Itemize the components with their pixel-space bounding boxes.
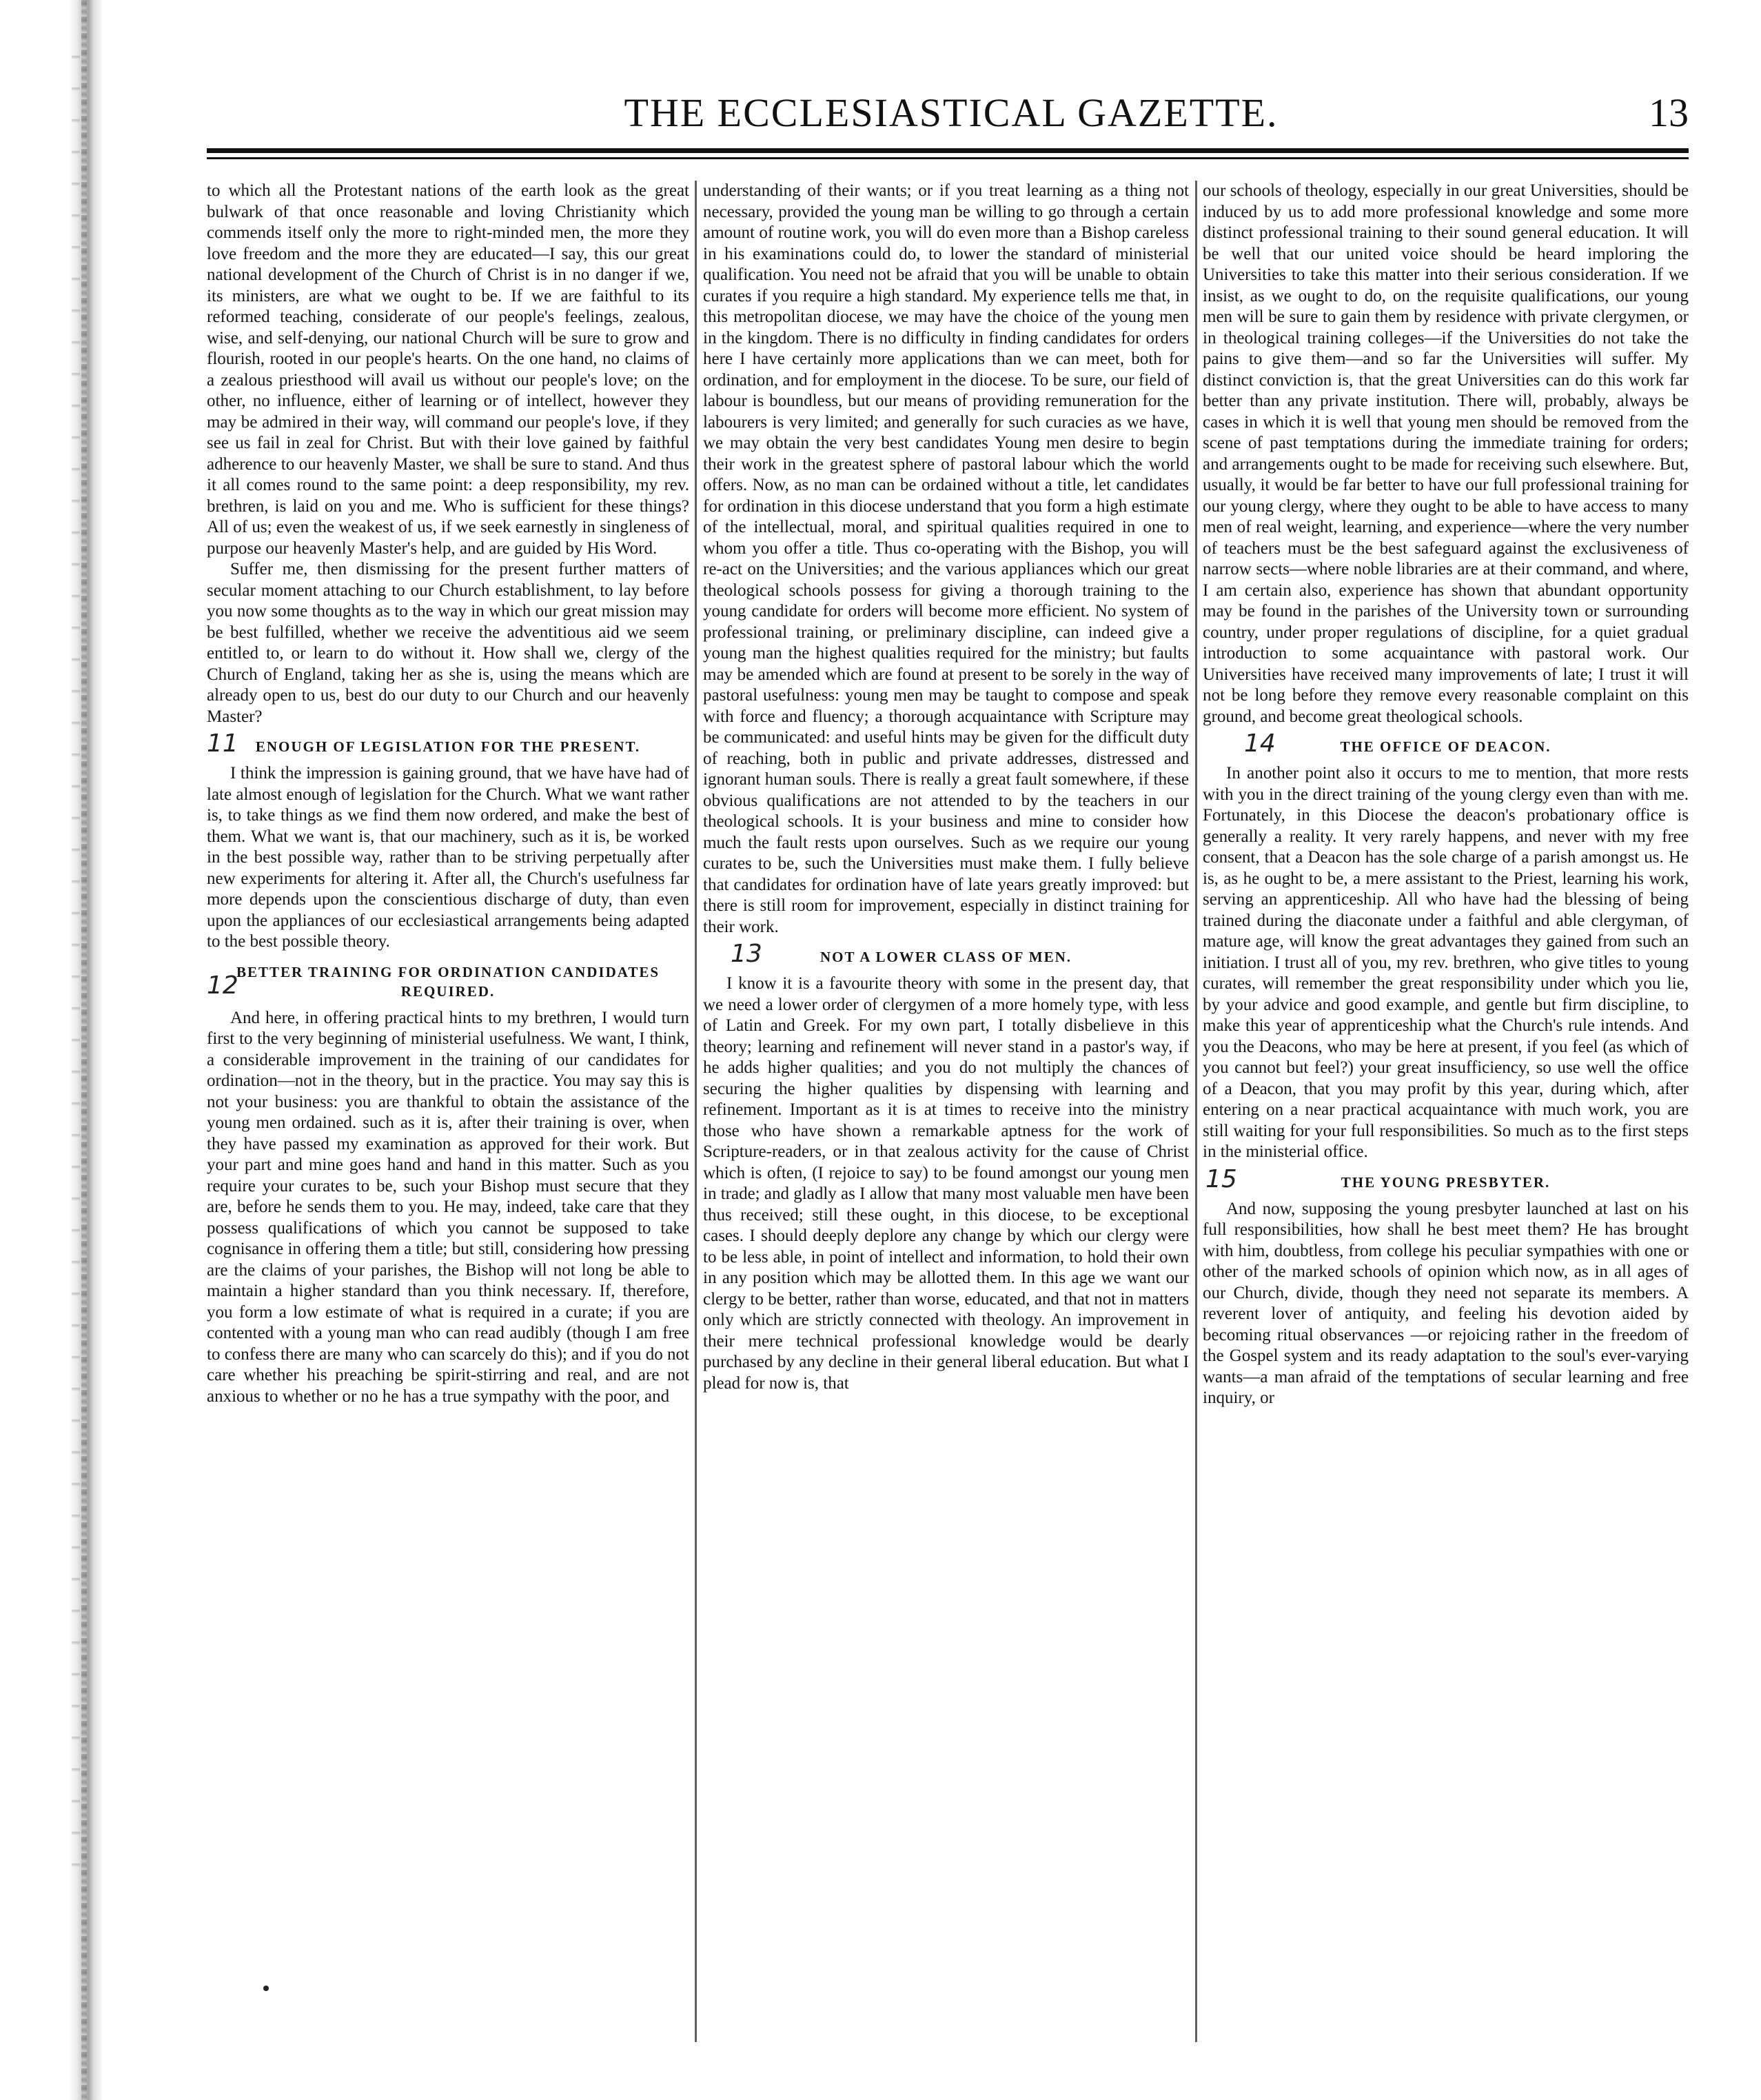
paragraph: understanding of their wants; or if you treat learning as a thing not necessary, provided the young man be willing to go through a certain amount of routine work, you will do even more than a Bishop careless in his examinations could do, to lower the standard of ministerial qualification. You need not be afraid that you will be unable to obtain curates if you require a high standard. My experience tells me that, in this metropolitan diocese, we may have the choice of the young men in the kingdom. There is no difficulty in finding candidates for orders here I have certainly more applications than we can meet, both for ordination, and for employment in the diocese. To be sure, our field of labour is boundless, but our means of providing remuneration for the labourers is very limited; and generally for such curacies as we have, we may obtain the very best candidates Young men desire to begin their work in the greatest sphere of pastoral labour which the world offers. Now, as no man can be ordained without a title, let candidates for ordination in this diocese understand that you form a high estimate of the intellectual, moral, and spiritual qualities required in one to whom you offer a title. Thus co-operating with the Bishop, you will re-act on the Universities; and the various appliances which our great theological schools possess for giving a thorough training to the young candidate for orders will become more efficient. No system of professional training, or preliminary discipline, can indeed give a young man the highest qualities required for the ministry; but faults may be amended which are found at present to be sorely in the way of pastoral usefulness: young men may be taught to compose and speak with force and fluency; a thorough acquaintance with Scripture may be communicated: and useful hints may be given for the difficult duty of reaching, both in public and private addresses, distressed and ignorant human souls. There is really a great fault somewhere, if these obvious qualifications are not attended to by the teachers in our theological schools. It is your business and mine to consider how much the fault rests upon ourselves. Such as we require our young curates to be, such the Universities must make them. I fully believe that candidates for ordination have of late years greatly improved: but there is still room for improvement, especially in distinct training for their work. (703, 181, 1189, 936)
header-rule-thin (207, 157, 1689, 159)
paragraph: I know it is a favourite theory with some in the present day, that we need a lower order of clergymen of a more homely type, with less of Latin and Greek. For my own part, I totally disbelieve in this theory; learning and refinement will never stand in a pastor's way, if he adds higher qualities; and you do not multiply the chances of securing the higher qualities by dispensing with learning and refinement. Important as it is at times to receive into the ministry those who have shown a remarkable aptness for the work of Scripture-readers, or in that zealous activity for the cause of Christ which is often, (I rejoice to say) to be found amongst our young men in trade; and gladly as I allow that many most valuable men have been thus received; still these ought, in this diocese, to be exceptional cases. I should deeply deplore any change by which our clergy were to be less able, in point of intellect and information, to hold their own in any position which may be allotted them. In this age we want our clergy to be better, rather than worse, educated, and that not in matters only which are strictly connected with theology. An improvement in their mere technical professional knowledge would be dearly purchased by any decline in their general liberal education. But what I plead for now is, that (703, 974, 1189, 1393)
ink-dot (263, 1986, 269, 1991)
page-number: 13 (1649, 90, 1689, 135)
handwritten-section-number: 11 (207, 729, 238, 758)
section-heading-text: THE YOUNG PRESBYTER. (1341, 1173, 1551, 1191)
paragraph: And now, supposing the young presbyter launched at last on his full responsibilities, how shall he best meet them? He has brought with him, doubtless, from college his peculiar sympathies with one or other of the marked schools of opinion which now, as in all ages of our Church, divide, though they need not separate its members. A reverent lover of antiquity, and feeling his devotion aided by becoming ritual observances —or rejoicing rather in the freedom of the Gospel system and its ready adaptation to the soul's ever-varying wants—a man afraid of the temptations of secular learning and free inquiry, or (1203, 1199, 1689, 1407)
paragraph: Suffer me, then dismissing for the present further matters of secular moment attaching to our Church establishment, to lay before you now some thoughts as to the way in which our great mission may be best fulfilled, whether we receive the adventitious aid we seem entitled to, or learn to do without it. How shall we, clergy of the Church of England, taking her as she is, using the means which are already open to us, best do our duty to our Church and our heavenly Master? (207, 560, 689, 726)
section-heading-text: THE OFFICE OF DEACON. (1340, 738, 1551, 755)
section-heading (703, 940, 1189, 968)
section-heading (1203, 1164, 1689, 1193)
paragraph: I think the impression is gaining ground, that we have have had of late almost enough of legislation for the Church. What we want rather is, to take things as we find them now ordered, and make the best of them. What we want is, that our machinery, such as it is, be worked in the best possible way, rather than to be striving perpetually after new experiments for altering it. After all, the Church's usefulness far more depends upon the conscientious discharge of duty, than even upon the appliances of our ecclesiastical arrangements being adapted to the best possible theory. (207, 764, 689, 951)
section-heading (1203, 729, 1689, 758)
column-divider-1 (695, 181, 697, 2042)
book-spine-edge (0, 0, 103, 2100)
paragraph: In another point also it occurs to me to mention, that more rests with you in the direct training of the young clergy even than with me. Fortunately, in this Diocese the deacon's probationary office is generally a reality. It very rarely happens, and never with my free consent, that a Deacon has the sole charge of a parish amongst us. He is, as he ought to be, a mere assistant to the Priest, learning his work, serving an apprenticeship. All who have had the blessing of being trained during the diaconate under a faithful and able clergyman, of mature age, will know the great advantages they gained from such an initiation. I trust all of you, my rev. brethren, who give titles to young curates, will remember the great responsibility under which you lie, by your advice and good example, and gentle but firm discipline, to make this year of apprenticeship what the Church's rule intends. And you the Deacons, who may be here at present, if you feel (as which of you cannot but feel?) your great insufficiency, so use well the office of a Deacon, that you may profit by this year, during which, after entering on a near practical acquaintance with much work, you are still waiting for your full responsibilities. So much as to the first steps in the ministerial office. (1203, 764, 1689, 1161)
text-column-1 (207, 181, 689, 2042)
section-heading-text: ENOUGH OF LEGISLATION FOR THE PRESENT. (255, 738, 641, 755)
publication-title: THE ECCLESIASTICAL GAZETTE. (624, 90, 1279, 135)
column-divider-2 (1195, 181, 1197, 2042)
handwritten-section-number: 13 (731, 940, 762, 968)
handwritten-section-number: 15 (1205, 1164, 1237, 1193)
section-heading (207, 962, 689, 1001)
header-rule-thick (207, 148, 1689, 153)
handwritten-section-number: 14 (1244, 729, 1276, 758)
section-heading-text: NOT A LOWER CLASS OF MEN. (820, 949, 1072, 965)
paragraph: And here, in offering practical hints to my brethren, I would turn first to the very beginning of ministerial usefulness. We want, I think, a considerable improvement in the training of our candidates for ordination—not in the theory, but in the practice. You may say this is not your business: you are thankful to obtain the assistance of the young men ordained. such as it is, after their training is over, when they have passed my examination as approved for their work. But your part and mine goes hand and hand in this matter. Such as you require your curates to be, such your Bishop must secure that they are, before he sends them to you. He may, indeed, take care that they possess qualifications of which you cannot be supposed to take cognisance in offering them a title; but still, considering how pressing are the claims of your parishes, the Bishop will not long be able to maintain a higher standard than you think necessary. If, therefore, you form a low estimate of what is required in a curate; if you are contented with a young man who can read audibly (though I am free to confess there are many who can scarcely do this); and if you do not care whether his preaching be spirit-stirring and real, and are not anxious to whether or no he has a true sympathy with the poor, and (207, 1008, 689, 1406)
section-heading (207, 729, 689, 758)
paragraph: our schools of theology, especially in our great Universities, should be induced by us to add more professional knowledge and some more distinct professional training to their sound general education. It will be well that our united voice should be heard imploring the Universities to take this matter into their serious consideration. If we insist, as we ought to do, on the requisite qualifications, our young men will be sure to gain them by residence with private clergymen, or in theological training colleges—if the Universities do not take the pains to give them—and so far the Universities will suffer. My distinct conviction is, that the great Universities can do this work far better than any private institution. There will, probably, always be cases in which it is well that young men should be removed from the scene of past temptations during the immediate training for orders; and arrangements ought to be made for receiving such elsewhere. But, usually, it would be far better to have our full professional training for our young clergy, where they ought to be able to have access to many men of real weight, learning, and experience—where the very number of teachers must be the best safeguard against the exclusiveness of narrow sects—where noble libraries are at their command, and where, I am certain also, experience has shown that abundant opportunity may be found in the parishes of the University town or surrounding country, under proper regulations of discipline, for a quiet gradual introduction to some acquaintance with pastoral work. Our Universities have received many improvements of late; I trust it will not be long before they remove every reasonable complaint on this ground, and become great theological schools. (1203, 181, 1689, 726)
text-column-2 (703, 181, 1189, 2042)
handwritten-section-number: 12 (207, 971, 238, 1000)
text-column-3 (1203, 181, 1689, 2042)
paragraph: to which all the Protestant nations of the earth look as the great bulwark of that once reasonable and loving Christianity which commends itself only the more to right-minded men, the more they love freedom and the more they are educated—I say, this our great national development of the Church of Christ is in no danger if we, its ministers, are what we ought to be. If we are faithful to its reformed teaching, considerate of our people's feelings, zealous, wise, and self-denying, our national Church will be sure to grow and flourish, rooted in our people's hearts. On the one hand, no claims of a zealous priesthood will avail us without our people's love; on the other, no influence, either of learning or of intellect, however they may be admired in their way, will command our people's love, if they see us fail in zeal for Christ. But with their love gained by faithful adherence to our heavenly Master, we shall be sure to stand. And thus it all comes round to the same point: a deep responsibility, my rev. brethren, is laid on you and me. Who is sufficient for these things? All of us; even the weakest of us, if we seek earnestly in singleness of purpose our heavenly Master's help, and are guided by His Word. (207, 181, 689, 558)
section-heading-text: BETTER TRAINING FOR ORDINATION CANDIDATES REQUIRED. (236, 963, 660, 1000)
